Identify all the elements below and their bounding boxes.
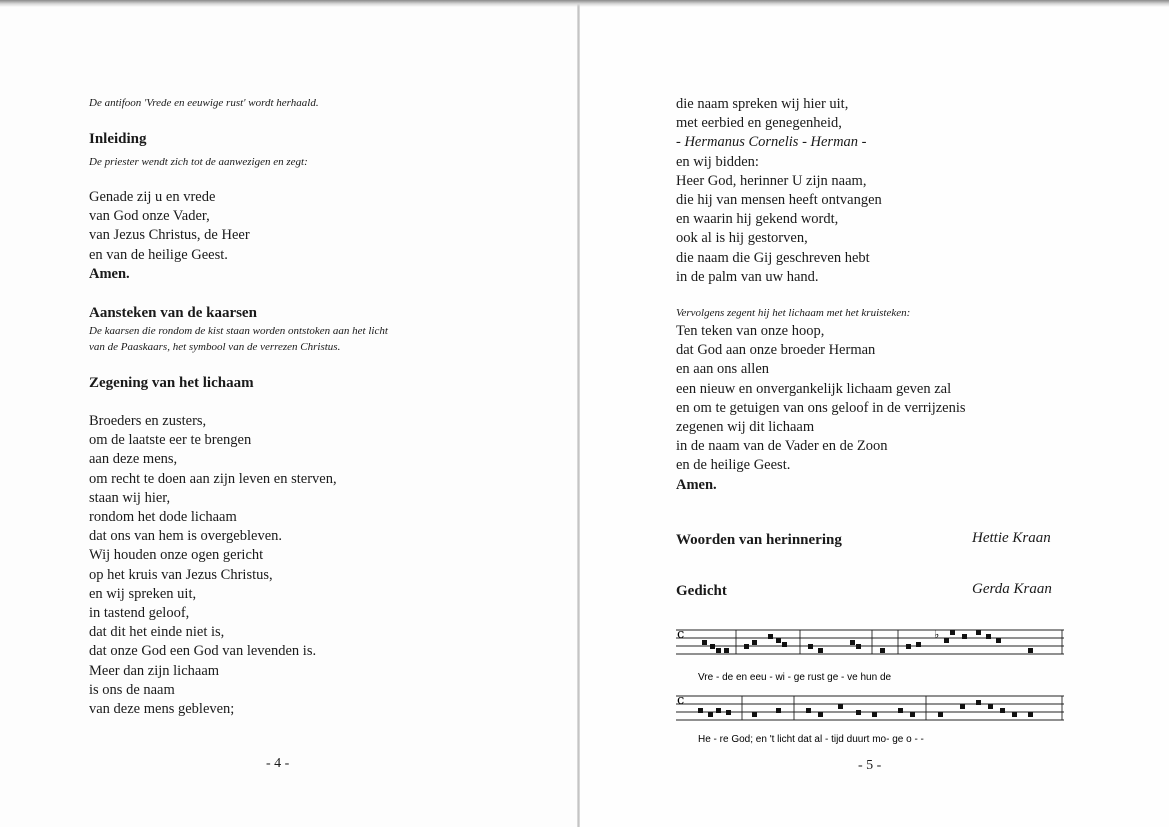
clef-icon: c — [677, 693, 685, 708]
heading-inleiding: Inleiding — [89, 131, 147, 147]
antiphon-rubric: De antifoon 'Vrede en eeuwige rust' wordt herhaald. — [89, 97, 319, 109]
zegening-text — [89, 412, 337, 719]
author-woorden: Hettie Kraan — [972, 530, 1051, 546]
neumes-1 — [702, 630, 1033, 653]
poem-line: dat dit het einde niet is, — [89, 624, 225, 641]
poem-line: in de palm van uw hand. — [676, 268, 819, 285]
page-number: - 5 - — [858, 758, 882, 773]
scan-edge-shadow — [0, 0, 1169, 7]
right-page — [580, 0, 1169, 827]
poem-line: zegenen wij dit lichaam — [676, 419, 815, 436]
heading-zegening: Zegening van het lichaam — [89, 375, 254, 391]
poem-line: en wij spreken uit, — [89, 585, 197, 602]
poem-line: Meer dan zijn lichaam — [89, 662, 220, 679]
staff-2 — [676, 696, 1064, 720]
poem-line: Genade zij u en vrede — [89, 189, 216, 205]
poem-line: en aan ons allen — [676, 361, 770, 378]
poem-line: Broeders en zusters, — [89, 413, 207, 429]
rubric-kaarsen-1: De kaarsen die rondom de kist staan worden ontstoken aan het licht — [89, 325, 388, 337]
prayer-text — [676, 95, 882, 287]
rubric-kruisteken: Vervolgens zegent hij het lichaam met het kruisteken: — [676, 307, 911, 319]
poem-line: aan deze mens, — [89, 451, 178, 468]
poem-line: ook al is hij gestorven, — [676, 230, 808, 247]
poem-line: dat God aan onze broeder Herman — [676, 342, 876, 359]
poem-line: een nieuw en onvergankelijk lichaam geven zal — [676, 380, 952, 397]
poem-line: Ten teken van onze hoop, — [676, 323, 825, 339]
author-gedicht: Gerda Kraan — [972, 581, 1052, 597]
amen: Amen. — [676, 476, 717, 493]
poem-line: van deze mens gebleven; — [89, 701, 235, 718]
name-line: - Hermanus Cornelis - Herman - — [676, 134, 867, 151]
heading-kaarsen: Aansteken van de kaarsen — [89, 305, 257, 321]
rubric-kaarsen-2: van de Paaskaars, het symbool van de verrezen Christus. — [89, 341, 341, 353]
lyrics-line-1: Vre - de en eeu - wi - ge rust ge - ve hun de — [698, 672, 892, 683]
poem-line: van Jezus Christus, de Heer — [89, 227, 250, 244]
poem-line: om recht te doen aan zijn leven en sterven, — [89, 470, 337, 487]
poem-line: Wij houden onze ogen gericht — [89, 547, 264, 564]
neumes-2 — [698, 700, 1033, 717]
poem-line: van God onze Vader, — [89, 208, 210, 225]
poem-line: die hij van mensen heeft ontvangen — [676, 192, 882, 209]
poem-line: om de laatste eer te brengen — [89, 432, 252, 449]
poem-line: op het kruis van Jezus Christus, — [89, 566, 273, 583]
poem-line: is ons de naam — [89, 681, 175, 698]
chant-notation — [676, 620, 1066, 750]
flat-sign-icon: ♭ — [934, 628, 940, 641]
staff-1 — [676, 630, 1064, 654]
poem-line: en waarin hij gekend wordt, — [676, 211, 839, 228]
page-number: - 4 - — [266, 756, 290, 771]
poem-line: staan wij hier, — [89, 489, 171, 506]
poem-line: dat onze God een God van levenden is. — [89, 643, 317, 660]
amen: Amen. — [89, 265, 130, 282]
poem-line: en om te getuigen van ons geloof in de verrijzenis — [676, 399, 966, 416]
inleiding-text — [89, 188, 250, 284]
poem-line: die naam spreken wij hier uit, — [676, 96, 849, 112]
poem-line: dat ons van hem is overgebleven. — [89, 528, 283, 545]
clef-icon: c — [677, 627, 685, 642]
lyrics-line-2: He - re God; en 't licht dat al - tijd duurt mo- ge o - - — [698, 734, 924, 745]
poem-line: en de heilige Geest. — [676, 457, 791, 474]
poem-line: Heer God, herinner U zijn naam, — [676, 172, 867, 189]
blessing-text — [676, 322, 966, 495]
left-page — [0, 0, 578, 827]
poem-line: rondom het dode lichaam — [89, 509, 237, 526]
poem-line: in de naam van de Vader en de Zoon — [676, 438, 888, 455]
poem-line: en wij bidden: — [676, 153, 759, 170]
heading-woorden: Woorden van herinnering — [676, 532, 842, 548]
poem-line: in tastend geloof, — [89, 605, 190, 622]
rubric-inleiding: De priester wendt zich tot de aanwezigen en zegt: — [89, 156, 308, 168]
poem-line: die naam die Gij geschreven hebt — [676, 249, 870, 266]
poem-line: en van de heilige Geest. — [89, 246, 228, 263]
heading-gedicht: Gedicht — [676, 583, 727, 599]
poem-line: met eerbied en genegenheid, — [676, 115, 842, 132]
